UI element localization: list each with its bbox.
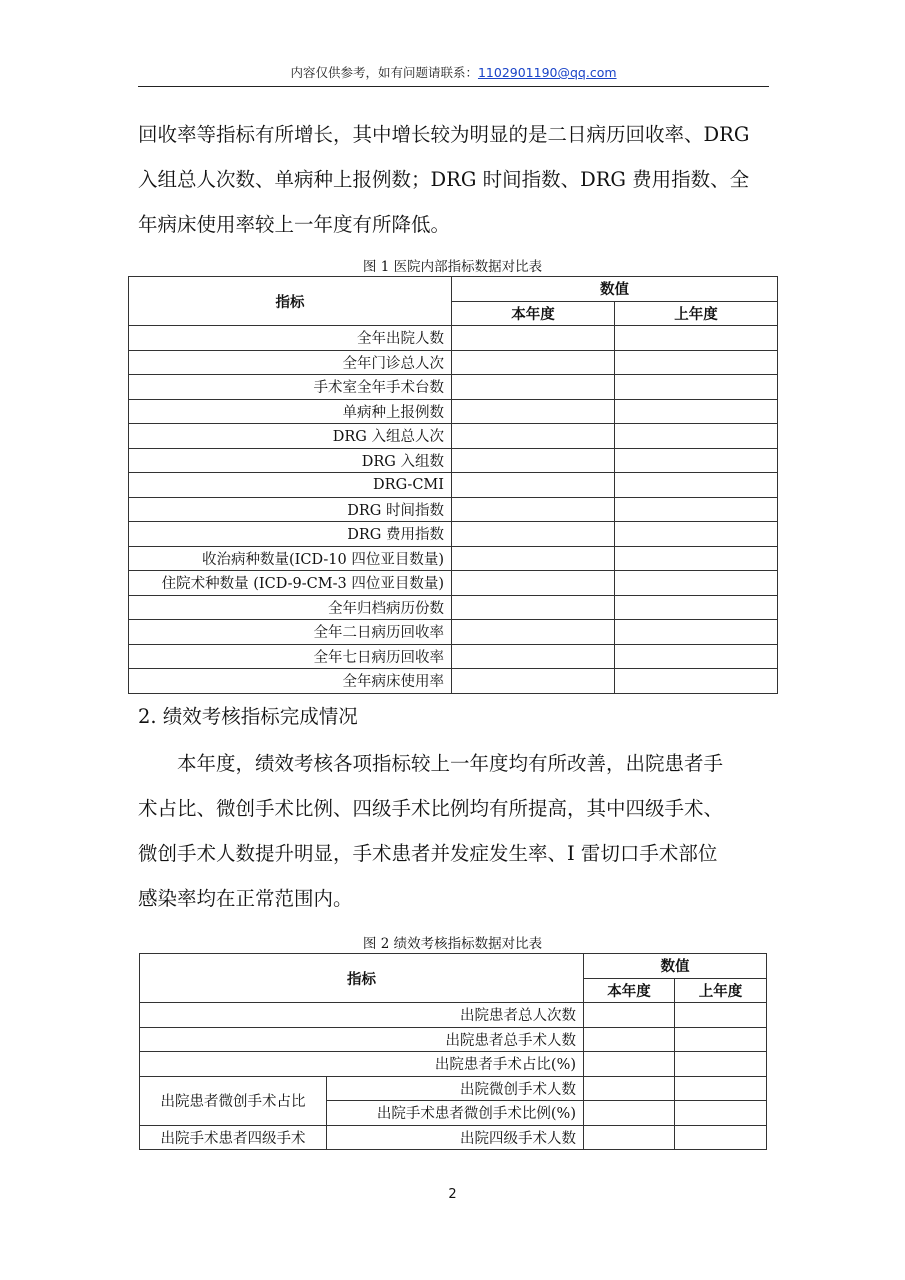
indicator-label: DRG 入组数 (129, 448, 452, 473)
table-row (129, 399, 778, 424)
table-2-header-last-year: 上年度 (675, 978, 767, 1003)
indicator-label: 单病种上报例数 (129, 399, 452, 424)
table-1 (128, 276, 778, 694)
this-year-cell (452, 546, 615, 571)
this-year-cell (584, 1076, 675, 1101)
table-1-caption: 图 1 医院内部指标数据对比表 (362, 259, 543, 275)
this-year-cell (452, 448, 615, 473)
contact-email-link[interactable]: 1102901190@qq.com (477, 65, 617, 80)
table-1-header-value: 数值 (452, 277, 778, 302)
indicator-label: 出院患者总人次数 (140, 1003, 584, 1028)
this-year-cell (452, 375, 615, 400)
this-year-cell (452, 571, 615, 596)
paragraph-1-line: 入组总人次数、单病种上报例数；DRG 时间指数、DRG 费用指数、全 (138, 168, 750, 191)
last-year-cell (615, 546, 778, 571)
last-year-cell (615, 424, 778, 449)
table-row (129, 669, 778, 694)
paragraph-2-line: 微创手术人数提升明显，手术患者并发症发生率、I 雷切口手术部位 (138, 842, 718, 865)
table-row (129, 644, 778, 669)
last-year-cell (615, 375, 778, 400)
last-year-cell (675, 1052, 767, 1077)
last-year-cell (675, 1027, 767, 1052)
indicator-label: 全年二日病历回收率 (129, 620, 452, 645)
this-year-cell (584, 1101, 675, 1126)
indicator-label: 全年七日病历回收率 (129, 644, 452, 669)
indicator-label: 手术室全年手术台数 (129, 375, 452, 400)
table-row (129, 497, 778, 522)
this-year-cell (452, 669, 615, 694)
last-year-cell (615, 522, 778, 547)
paragraph-2 (138, 741, 771, 921)
indicator-label: 全年出院人数 (129, 326, 452, 351)
this-year-cell (452, 620, 615, 645)
table-1-header-this-year: 本年度 (452, 301, 615, 326)
page-number: 2 (448, 1187, 457, 1202)
paragraph-1-line: 回收率等指标有所增长，其中增长较为明显的是二日病历回收率、DRG (138, 123, 750, 146)
last-year-cell (615, 399, 778, 424)
indicator-label: 出院患者总手术人数 (140, 1027, 584, 1052)
indicator-label: 出院患者手术占比(%) (140, 1052, 584, 1077)
last-year-cell (615, 473, 778, 498)
table-1-header-indicator: 指标 (129, 277, 452, 326)
this-year-cell (452, 326, 615, 351)
indicator-label: 全年病床使用率 (129, 669, 452, 694)
table-2 (139, 953, 767, 1150)
table-2-header-value: 数值 (584, 954, 767, 979)
indicator-label: DRG 入组总人次 (129, 424, 452, 449)
page-header (138, 63, 769, 81)
paragraph-2-line: 本年度，绩效考核各项指标较上一年度均有所改善，出院患者手 (138, 752, 724, 775)
this-year-cell (452, 644, 615, 669)
table-row (140, 1003, 767, 1028)
table-row (129, 326, 778, 351)
last-year-cell (615, 571, 778, 596)
indicator-label: 出院微创手术人数 (327, 1076, 584, 1101)
table-row (129, 571, 778, 596)
indicator-label: 全年门诊总人次 (129, 350, 452, 375)
paragraph-1-line: 年病床使用率较上一年度有所降低。 (138, 213, 451, 236)
last-year-cell (615, 620, 778, 645)
last-year-cell (615, 350, 778, 375)
table-row (129, 473, 778, 498)
table-row (129, 350, 778, 375)
this-year-cell (452, 473, 615, 498)
last-year-cell (615, 326, 778, 351)
last-year-cell (615, 448, 778, 473)
this-year-cell (584, 1125, 675, 1150)
indicator-label: 收治病种数量(ICD-10 四位亚目数量) (129, 546, 452, 571)
last-year-cell (615, 595, 778, 620)
table-row (129, 448, 778, 473)
last-year-cell (675, 1101, 767, 1126)
header-note: 内容仅供参考，如有问题请联系： (290, 65, 478, 80)
this-year-cell (452, 424, 615, 449)
this-year-cell (584, 1027, 675, 1052)
group-label: 出院患者微创手术占比 (140, 1076, 327, 1125)
this-year-cell (452, 497, 615, 522)
paragraph-2-line: 术占比、微创手术比例、四级手术比例均有所提高，其中四级手术、 (138, 797, 724, 820)
this-year-cell (584, 1003, 675, 1028)
table-1-header-last-year: 上年度 (615, 301, 778, 326)
table-row (129, 522, 778, 547)
indicator-label: 全年归档病历份数 (129, 595, 452, 620)
indicator-label: DRG-CMI (129, 473, 452, 498)
indicator-label: 住院术种数量 (ICD-9-CM-3 四位亚目数量) (129, 571, 452, 596)
paragraph-1 (138, 112, 771, 247)
indicator-label: DRG 费用指数 (129, 522, 452, 547)
table-2-header-indicator: 指标 (140, 954, 584, 1003)
table-row (129, 620, 778, 645)
table-2-header-this-year: 本年度 (584, 978, 675, 1003)
paragraph-2-line: 感染率均在正常范围内。 (138, 887, 353, 910)
indicator-label: 出院手术患者微创手术比例(%) (327, 1101, 584, 1126)
section-heading: 2. 绩效考核指标完成情况 (138, 705, 358, 728)
group-label: 出院手术患者四级手术 (140, 1125, 327, 1150)
table-row (140, 1076, 767, 1101)
table-row (140, 1027, 767, 1052)
table-row (129, 424, 778, 449)
this-year-cell (452, 522, 615, 547)
this-year-cell (452, 399, 615, 424)
table-row (140, 1125, 767, 1150)
table-row (129, 595, 778, 620)
last-year-cell (615, 644, 778, 669)
last-year-cell (675, 1003, 767, 1028)
table-row (140, 1052, 767, 1077)
indicator-label: 出院四级手术人数 (327, 1125, 584, 1150)
this-year-cell (452, 350, 615, 375)
table-2-caption: 图 2 绩效考核指标数据对比表 (362, 936, 543, 952)
header-divider (138, 86, 769, 87)
table-row (129, 375, 778, 400)
table-row (129, 546, 778, 571)
this-year-cell (452, 595, 615, 620)
last-year-cell (615, 497, 778, 522)
indicator-label: DRG 时间指数 (129, 497, 452, 522)
last-year-cell (675, 1125, 767, 1150)
last-year-cell (675, 1076, 767, 1101)
this-year-cell (584, 1052, 675, 1077)
last-year-cell (615, 669, 778, 694)
